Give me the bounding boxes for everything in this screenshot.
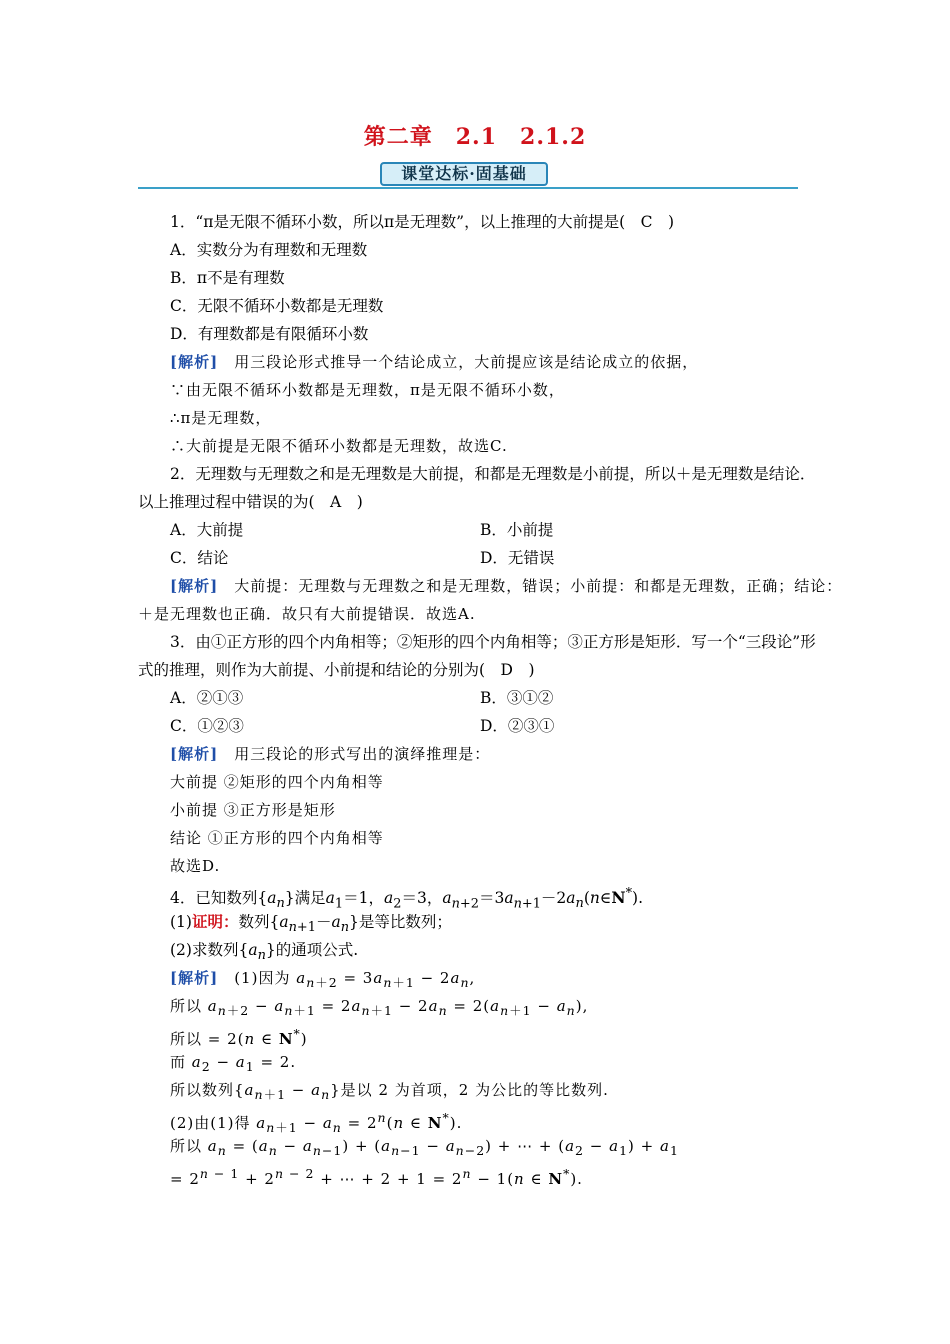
q2-options-row-2 [138, 544, 818, 572]
q3-option-c: C．①②③ [170, 717, 244, 735]
q3-options-row-2 [138, 712, 818, 740]
document-body [138, 208, 843, 1188]
q3-analysis-1: [解析] 用三段论的形式写出的演绎推理是： [170, 745, 491, 763]
page-title: 第二章 2.1 2.1.2 [363, 124, 587, 150]
q1-analysis-1: [解析] 用三段论形式推导一个结论成立，大前提应该是结论成立的依据， [170, 353, 699, 371]
q4-stem: 4．已知数列$\{a_n\}$满足$a_1=1$，$a_2=3$，$a_{n+2}=3a_{n+1}-2a_n(n\in N^*)$. [170, 886, 643, 912]
q4-analysis-1: [解析] (1)因为 $a_{n+2} = 3a_{n+1} - 2a_n$, [170, 969, 476, 990]
q4-analysis-3: 所以 = 2(n ∈ N*) [170, 1026, 308, 1048]
q1-option-a: A．实数分为有理数和无理数 [170, 241, 368, 259]
q3-stem: 3．由①正方形的四个内角相等；②矩形的四个内角相等；③正方形是矩形．写一个“三段论”形式的推理，则作为大前提、小前提和结论的分别为( D ) [138, 633, 816, 679]
q4-analysis-6: (2)由(1)得 $a_{n+1} - a_n = 2^n(n$ ∈ N*). [170, 1110, 463, 1135]
q1-analysis-3: ∴π是无理数， [170, 409, 272, 427]
banner-divider [138, 187, 798, 189]
q2-stem: 2．无理数与无理数之和是无理数是大前提，和都是无理数是小前提，所以＋是无理数是结论．以上推理过程中错误的为( A ) [138, 465, 816, 511]
q3-analysis-4: 结论 ①正方形的四个内角相等 [170, 829, 384, 847]
q2-analysis-1: [解析] 大前提：无理数与无理数之和是无理数，错误；小前提：和都是无理数，正确；结论： [170, 577, 843, 595]
q1-option-c: C．无限不循环小数都是无理数 [170, 297, 384, 315]
analysis-tag: [解析] [170, 969, 219, 987]
proof-label: 证明： [191, 912, 239, 931]
q3-option-a: A．②①③ [170, 689, 244, 707]
q4-analysis-5: 所以数列$\{a_{n+1} - a_n\}$是以 2 为首项，2 为公比的等比数列. [170, 1081, 609, 1102]
q4-analysis-2: 所以 $a_{n+2} - a_{n+1} = 2a_{n+1} - 2a_n = 2(a_{n+1} - a_n)$, [170, 997, 589, 1018]
analysis-tag: [解析] [170, 577, 219, 595]
q1-stem: 1．“π是无限不循环小数，所以π是无理数”，以上推理的大前提是( C ) [170, 213, 675, 231]
banner-label: 课堂达标·固基础 [380, 162, 548, 186]
q2-option-d: D．无错误 [480, 549, 555, 567]
q3-analysis-3: 小前提 ③正方形是矩形 [170, 801, 336, 819]
q3-option-b: B．③①② [480, 689, 554, 707]
q3-options-row-1 [138, 684, 818, 712]
q4-analysis-4: 而 $a_2 - a_1 = 2$. [170, 1053, 297, 1074]
analysis-tag: [解析] [170, 745, 219, 763]
analysis-tag: [解析] [170, 353, 219, 371]
q2-options-row-1 [138, 516, 818, 544]
q2-analysis-2: ＋是无理数也正确．故只有大前提错误．故选A. [138, 605, 476, 623]
q1-option-b: B．π不是有理数 [170, 269, 285, 287]
q3-analysis-2: 大前提 ②矩形的四个内角相等 [170, 773, 384, 791]
q1-analysis-4: ∴大前提是无限不循环小数都是无理数，故选C. [170, 437, 508, 455]
q1-analysis-2: ∵由无限不循环小数都是无理数，π是无限不循环小数， [170, 381, 565, 399]
q1-option-d: D．有理数都是有限循环小数 [170, 325, 369, 343]
section-banner [138, 160, 798, 190]
q3-analysis-5: 故选D. [170, 857, 221, 875]
q2-option-c: C．结论 [170, 549, 229, 567]
q2-option-b: B．小前提 [480, 521, 554, 539]
q4-part2: (2)求数列$\{a_n\}$的通项公式. [170, 941, 359, 964]
q4-analysis-8: = $2^{n - 1} + 2^{n - 2}$ + ⋯ + $2 + 1 = 2^n - 1(n$ ∈ N*). [170, 1166, 583, 1188]
q3-option-d: D．②③① [480, 717, 555, 735]
q2-option-a: A．大前提 [170, 521, 244, 539]
q4-analysis-7: 所以 $a_n = (a_n - a_{n-1}) + (a_{n-1} - a_{n-2})$ + ⋯ + $(a_2 - a_1) + a_1$ [170, 1137, 679, 1158]
q4-part1: (1)证明：数列$\{a_{n+1}-a_n\}$是等比数列； [170, 912, 452, 936]
